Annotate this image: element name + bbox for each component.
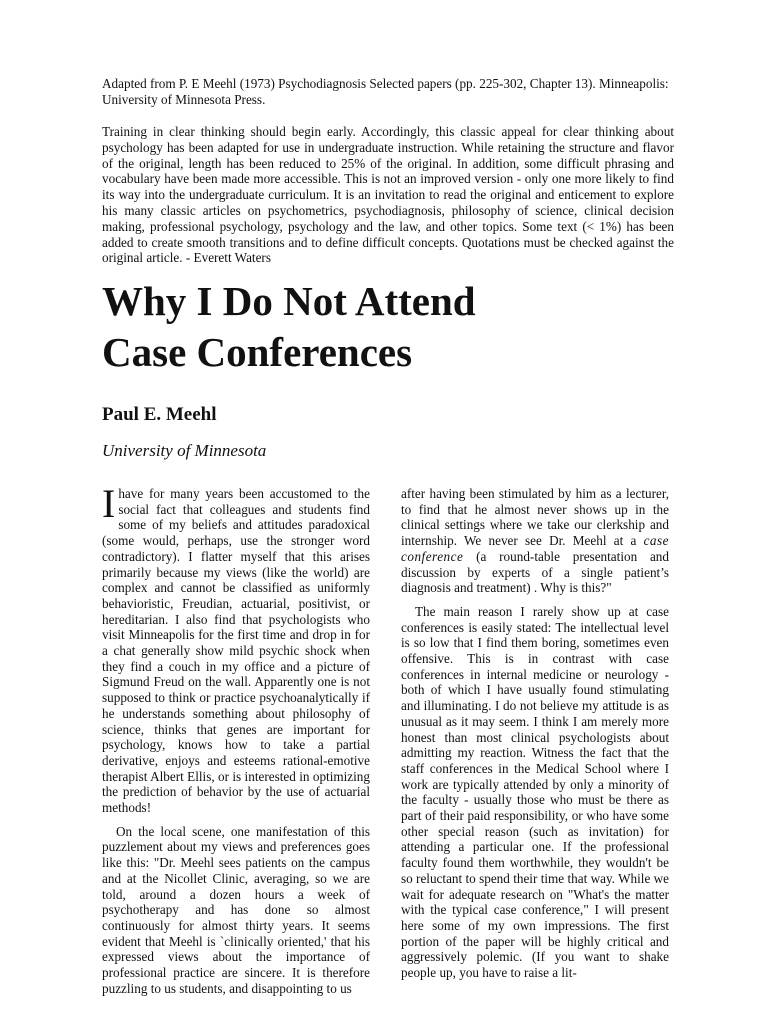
case-conference-term: case conference bbox=[401, 533, 669, 564]
paragraph-1-text: have for many years been accustomed to the social fact that colleagues and students find some of my beliefs and attitudes paradoxical (some would, perhaps, use the stronger word contradictory). I flatter myself that this arises primarily because my views (like the world) are complex and cannot be classified as uniformly behavioristic, Freudian, actuarial, positivist, or hereditarian. I also find that psychologists who visit Minneapolis for the first time and drop in for a chat generally show mild psychic shock when they find a couch in my office and a picture of Sigmund Freud on the wall. Apparently one is not supposed to think or practice psychoanalytically if he understands something about philosophy of science, thinks that genes are important for psychology, knows how to take a partial derivative, enjoys and esteems rational-emotive therapist Albert Ellis, or is interested in optimizing the prediction of behavior by the use of actuarial methods! bbox=[102, 486, 370, 816]
drop-cap: I bbox=[102, 481, 116, 526]
editor-introduction: Training in clear thinking should begin early. Accordingly, this classic appeal for clear thinking about psychology has been adapted for use in undergraduate instruction. While retaining the structure and flavor of the original, length has been reduced to 25% of the original. In addition, some difficult phrasing and vocabulary have been made more accessible. This is not an improved version - only one more likely to find its way into the undergraduate curriculum. It is an invitation to read the original and enticement to explore his many classic articles on psychometrics, psychodiagnosis, philosophy of science, clinical decision making, professional psychology, psychology and the law, and other topics. Some text (< 1%) has been added to create smooth transitions and to define difficult concepts. Quotations must be checked against the original article. - Everett Waters bbox=[102, 124, 674, 266]
article-title bbox=[102, 276, 702, 378]
left-column bbox=[102, 481, 370, 997]
author-affiliation: University of Minnesota bbox=[102, 441, 267, 460]
right-column bbox=[401, 486, 669, 981]
title-line-2: Case Conferences bbox=[102, 329, 413, 375]
paragraph-continued-text-b: (a round-table presentation and discussion by experts of a single patient’s diagnosis and treatment) . Why is this?" bbox=[401, 548, 669, 596]
paragraph-1 bbox=[102, 481, 370, 816]
paragraph-2: On the local scene, one manifestation of this puzzlement about my views and preferences goes like this: "Dr. Meehl sees patients on the campus and at the Nicollet Clinic, averaging, so we are told, around a dozen hours a week of psychotherapy and has done so almost continuously for almost thirty years. It seems evident that Meehl is `clinically oriented,' that his expressed views about the importance of professional practice are sincere. It is therefore puzzling to us students, and disappointing to us bbox=[102, 823, 370, 996]
title-line-1: Why I Do Not Attend bbox=[102, 278, 476, 324]
paragraph-continued-text-a: after having been stimulated by him as a lecturer, to find that he almost never shows up in the clinical settings where we take our clerkship and internship. We never see Dr. Meehl at a bbox=[401, 486, 669, 549]
source-note: Adapted from P. E Meehl (1973) Psychodiagnosis Selected papers (pp. 225-302, Chapter 13). Minneapolis: University of Minnesota Press. bbox=[102, 76, 669, 107]
paragraph-3: The main reason I rarely show up at case conferences is easily stated: The intellectual level is so low that I find them boring, sometimes even offensive. This is in contrast with case conferences in internal medicine or neurology - both of which I have usually found stimulating and illuminating. I do not believe my attitude is as unusual as it may seem. I think I am merely more honest than most clinical psychologists about admitting my reaction. Witness the fact that the staff conferences in the Medical School where I work are typically attended by only a minority of the faculty - usually those who must be there as part of their paid responsibility, or who have some other special reason (such as invitation) for attending a particular one. If the professional faculty found them worthwhile, they wouldn't be so reluctant to spend their time that way. While we wait for adequate research on "What's the matter with the typical case conference," I will present here some of my own impressions. The first portion of the paper will be highly critical and aggressively polemic. (If you want to shake people up, you have to raise a lit- bbox=[401, 603, 669, 981]
paragraph-continued bbox=[401, 486, 669, 596]
author-name: Paul E. Meehl bbox=[102, 404, 217, 425]
